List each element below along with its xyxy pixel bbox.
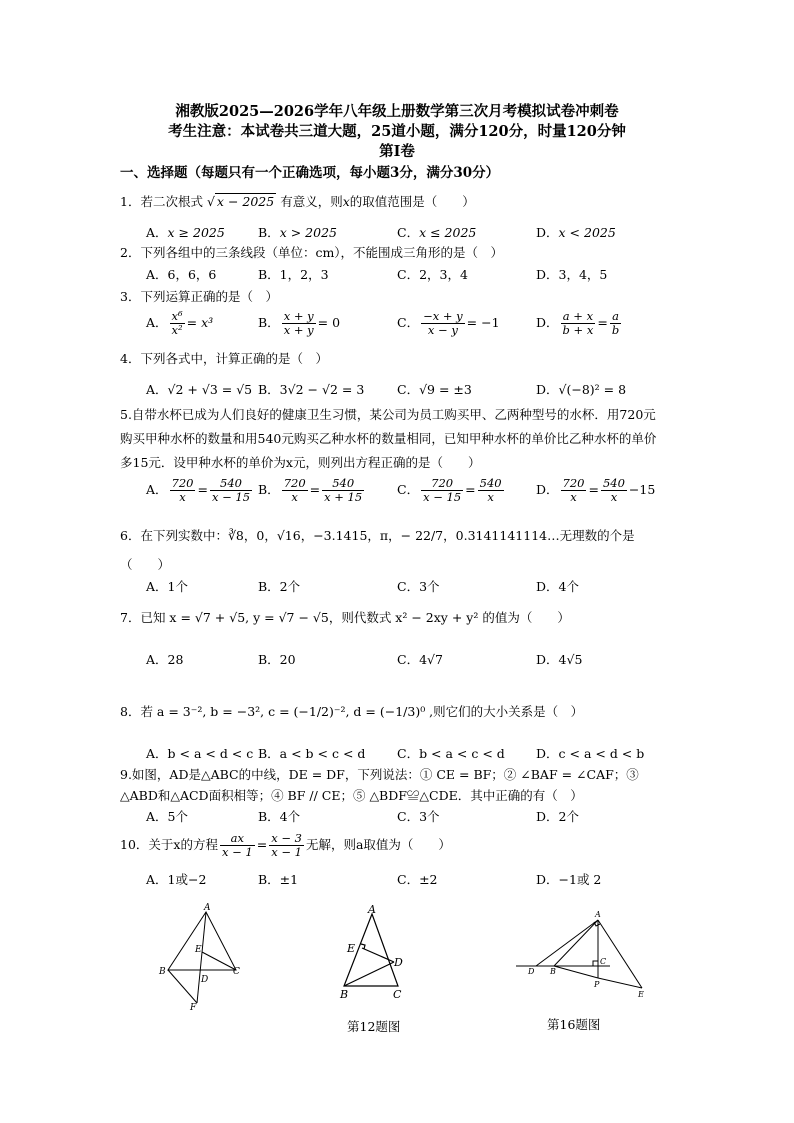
q6-option-d[interactable]: D．4个 xyxy=(536,579,579,594)
exam-notice: 考生注意：本试卷共三道大题，25道小题，满分120分，时量120分钟 xyxy=(168,123,626,140)
q6-option-b[interactable]: B．2个 xyxy=(258,579,301,594)
q3-option-d[interactable]: D． $\frac{a + x}{b + x}$ = $\frac{a}{b}$ xyxy=(536,309,620,337)
exam-title: 湘教版2025—2026学年八年级上册数学第三次月考模拟试卷冲刺卷 xyxy=(175,103,619,120)
q10-option-c[interactable]: C．±2 xyxy=(397,872,438,887)
q4-option-b[interactable]: B．3√2 − √2 = 3 xyxy=(258,382,365,397)
q8-option-d[interactable]: D．c < a < d < b xyxy=(536,746,645,761)
q6-option-c[interactable]: C．3个 xyxy=(397,579,440,594)
q3-option-a[interactable]: A． $\frac{\text{x⁶}}{\text{x²}}$ = x³ xyxy=(146,309,214,337)
question-1: 1．若二次根式 √ x − 2025 有意义，则x的取值范围是（ ） xyxy=(120,194,475,209)
q1-option-a[interactable]: A．x ≥ 2025 xyxy=(146,225,225,240)
question-5: 5.自带水杯已成为人们良好的健康卫生习惯，某公司为员工购买甲、乙两种型号的水杯．用720元购买甲种水杯的数量和用540元购买乙种水杯的数量相同，已知甲种水杯的单价比乙种水杯的单价多15元．设甲种水杯的单价为x元，则列出方程正确的是（ ） xyxy=(120,407,657,470)
figure-q12 xyxy=(334,900,414,1002)
figure-q12-caption: 第12题图 xyxy=(347,1019,401,1034)
question-9-line-1: 9.如图，AD是△ABC的中线，DE = DF，下列说法：① CE = BF；② ∠BAF = ∠CAF；③ xyxy=(120,767,639,782)
fig1-label-a: A xyxy=(204,903,211,913)
q9-option-c[interactable]: C．3个 xyxy=(397,809,440,824)
fig2-label-a: A xyxy=(368,903,376,916)
question-6-paren: （ ） xyxy=(120,557,171,572)
part-label: 第Ⅰ卷 xyxy=(379,143,415,160)
question-6: 6．在下列实数中：∛8，0，√16，−3.1415，π，− 22/7，0.3141141114…无理数的个是 xyxy=(120,528,635,543)
question-4: 4．下列各式中，计算正确的是（ ） xyxy=(120,351,328,366)
q9-option-b[interactable]: B．4个 xyxy=(258,809,301,824)
q10-option-d[interactable]: D．−1或 2 xyxy=(536,872,602,887)
fig2-label-e: E xyxy=(347,942,356,955)
figure-q16 xyxy=(514,906,654,1002)
q9-option-d[interactable]: D．2个 xyxy=(536,809,579,824)
q2-option-b[interactable]: B．1，2，3 xyxy=(258,267,329,282)
q7-option-c[interactable]: C．4√7 xyxy=(397,652,443,667)
fig3-label-p: P xyxy=(594,980,600,989)
section-title: 一、选择题（每题只有一个正确选项，每小题3分，满分30分） xyxy=(120,165,500,181)
question-3: 3．下列运算正确的是（ ） xyxy=(120,289,278,304)
fig1-label-c: C xyxy=(233,967,240,977)
fig3-label-c: C xyxy=(600,957,607,966)
q3-option-c[interactable]: C． $\frac{-x + y}{x - y}$ = −1 xyxy=(397,309,500,337)
q3-option-b[interactable]: B． $\frac{x + y}{x + y}$ = 0 xyxy=(258,309,341,337)
q7-option-b[interactable]: B．20 xyxy=(258,652,296,667)
q8-option-b[interactable]: B．a < b < c < d xyxy=(258,746,366,761)
q4-option-c[interactable]: C．√9 = ±3 xyxy=(397,382,472,397)
q5-option-d[interactable]: D． $\frac{720}{x}$ = $\frac{540}{x}$ −15 xyxy=(536,476,656,504)
q2-option-c[interactable]: C．2，3，4 xyxy=(397,267,468,282)
fig3-label-e: E xyxy=(638,990,644,999)
q6-option-a[interactable]: A．1个 xyxy=(146,579,188,594)
fig2-label-d: D xyxy=(394,956,403,969)
fig1-label-b: B xyxy=(159,967,166,977)
question-7: 7．已知 x = √7 + √5, y = √7 − √5，则代数式 x² − 2xy + y² 的值为（ ） xyxy=(120,610,570,625)
q1-option-c[interactable]: C．x ≤ 2025 xyxy=(397,225,477,240)
q2-option-d[interactable]: D．3，4，5 xyxy=(536,267,608,282)
fig1-label-f: F xyxy=(190,1003,197,1012)
question-9-line-2: △ABD和△ACD面积相等；④ BF // CE；⑤ △BDF≌△CDE．其中正确的有（ ） xyxy=(120,788,583,803)
fig2-label-c: C xyxy=(393,988,402,1001)
q2-option-a[interactable]: A．6，6，6 xyxy=(146,267,217,282)
fig2-label-b: B xyxy=(340,988,349,1001)
q1-option-b[interactable]: B．x > 2025 xyxy=(258,225,337,240)
fig3-label-d: D xyxy=(528,967,535,976)
q1-option-d[interactable]: D．x < 2025 xyxy=(536,225,616,240)
q7-option-d[interactable]: D．4√5 xyxy=(536,652,583,667)
q10-option-a[interactable]: A．1或−2 xyxy=(146,872,207,887)
q4-option-a[interactable]: A．√2 + √3 = √5 xyxy=(146,382,253,397)
q5-option-a[interactable]: A． $\frac{720}{x}$ = $\frac{540}{x - 15}$ xyxy=(146,476,251,504)
figure-q16-caption: 第16题图 xyxy=(547,1017,601,1032)
fig1-label-e: E xyxy=(195,945,202,955)
q10-option-b[interactable]: B．±1 xyxy=(258,872,299,887)
question-8: 8．若 a = 3⁻², b = −3², c = (−1/2)⁻², d = (−1/3)⁰ ,则它们的大小关系是（ ） xyxy=(120,704,584,719)
q4-option-d[interactable]: D．√(−8)² = 8 xyxy=(536,382,627,397)
q7-option-a[interactable]: A．28 xyxy=(146,652,184,667)
q8-option-a[interactable]: A．b < a < d < c xyxy=(146,746,254,761)
figure-triangle-median xyxy=(150,900,250,1012)
q9-option-a[interactable]: A．5个 xyxy=(146,809,188,824)
fig1-label-d: D xyxy=(201,975,209,985)
question-10: 10．关于x的方程 $\frac{ax}{x - 1}$ = $\frac{x - 3}{x - 1}$ 无解，则a取值为（ ） xyxy=(120,831,451,859)
fig3-label-a: A xyxy=(595,910,601,919)
q8-option-c[interactable]: C．b < a < c < d xyxy=(397,746,505,761)
q5-option-c[interactable]: C． $\frac{720}{x - 15}$ = $\frac{540}{x}$ xyxy=(397,476,502,504)
q5-option-b[interactable]: B． $\frac{720}{x}$ = $\frac{540}{x + 15}$ xyxy=(258,476,363,504)
fig3-label-b: B xyxy=(550,967,556,976)
question-2: 2．下列各组中的三条线段（单位：cm），不能围成三角形的是（ ） xyxy=(120,245,504,260)
